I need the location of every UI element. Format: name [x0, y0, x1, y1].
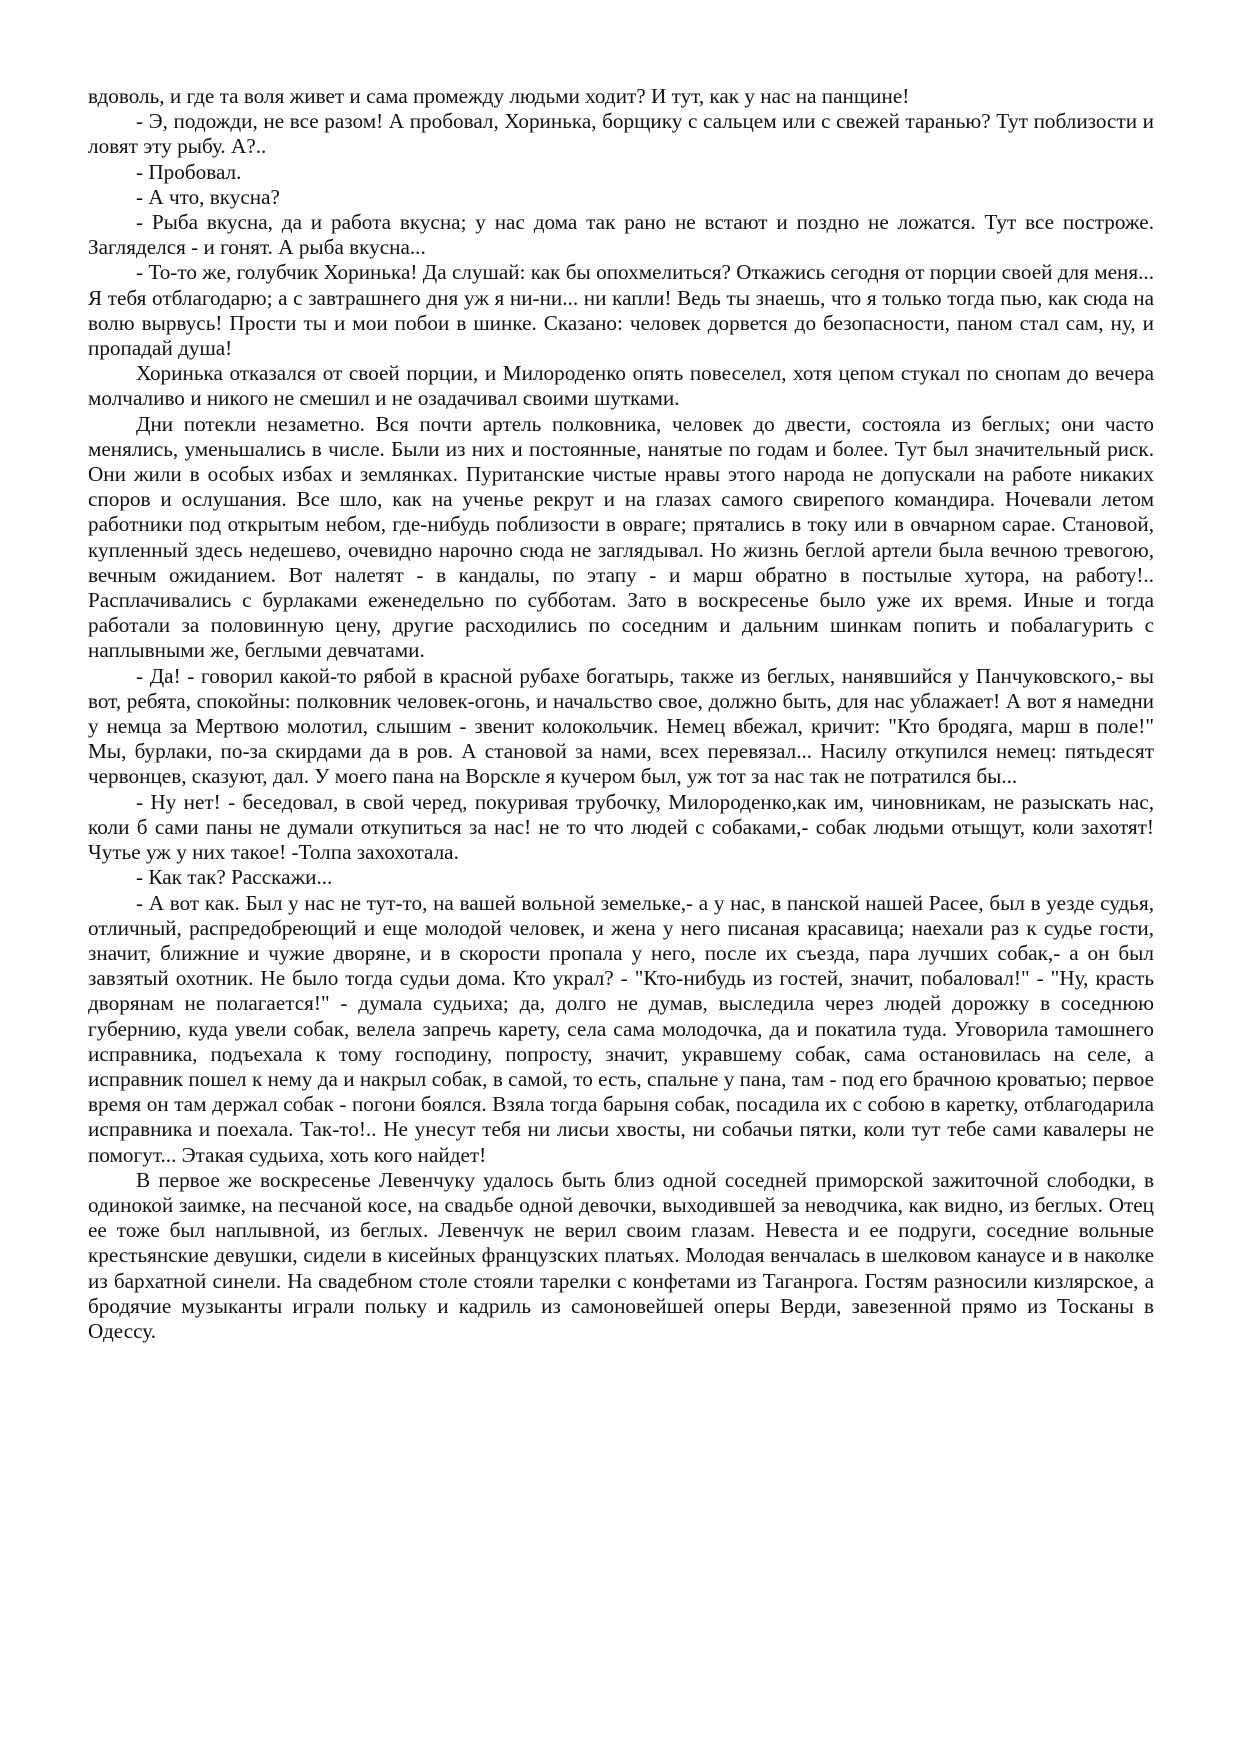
paragraph: - Пробовал.: [136, 159, 242, 184]
paragraph: - А вот как. Был у нас не тут-то, на вашей вольной земельке,- а у нас, в панской нашей Расее, был в уезде судья, отличный, распредобреющий и еще молодой человек, и жена у него писаная красавица; наехали раз к судье гости, значит, ближние и чужие дворяне, и в скорости пропала у него, после их съезда, пара лучших собак,- а он был завзятый охотник. Не было тогда судьи дома. Кто украл? - "Кто-нибудь из гостей, значит, побаловал!" - "Ну, красть дворянам не полагается!" - думала судьиха; да, долго не думав, выследила через людей дорожку в соседнюю губернию, куда увели собак, велела запречь карету, села сама молодочка, да и покатила туда. Уговорила тамошнего исправника, подъехала к тому господину, попросту, значит, укравшему собак, сама остановилась на селе, а исправник пошел к нему да и накрыл собак, в самой, то есть, спальне у пана, там - под его брачною кроватью; первое время он там держал собак - погони боялся. Взяла тогда барыня собак, посадила их с собою в каретку, отблагодарила исправника и поехала. Так-то!.. Не унесут тебя ни лисьи хвосты, ни собачьи пятки, коли тут тебе сами кавалеры не помогут... Этакая судьиха, хоть кого найдет!: [88, 890, 1154, 1167]
page-text: [88, 84, 1154, 1344]
paragraph: вдоволь, и где та воля живет и сама промежду людьми ходит? И тут, как у нас на панщине!: [88, 84, 910, 108]
paragraph: Хоринька отказался от своей порции, и Милороденко опять повеселел, хотя цепом стукал по снопам до вечера молчаливо и никого не смешил и не озадачивал своими шутками.: [88, 361, 1154, 411]
paragraph: - Ну нет! - беседовал, в свой черед, покуривая трубочку, Милороденко,как им, чиновникам, не разыскать нас, коли б сами паны не думали откупиться за нас! не то что людей с собаками,- собак людьми отыщут, коли захотят! Чутье уж у них такое! -Толпа захохотала.: [88, 789, 1154, 865]
paragraph: В первое же воскресенье Левенчуку удалось быть близ одной соседней приморской зажиточной слободки, в одинокой заимке, на песчаной косе, на свадьбе одной девочки, выходившей за неводчика, как видно, из беглых. Отец ее тоже был наплывной, из беглых. Левенчук не верил своим глазам. Невеста и ее подруги, соседние вольные крестьянские девушки, сидели в кисейных французских платьях. Молодая венчалась в шелковом канаусе и в наколке из бархатной синели. На свадебном столе стояли тарелки с конфетами из Таганрога. Гостям разносили кизлярское, а бродячие музыканты играли польку и кадриль из самоновейшей оперы Верди, завезенной прямо из Тосканы в Одессу.: [88, 1167, 1154, 1343]
paragraph: Дни потекли незаметно. Вся почти артель полковника, человек до двести, состояла из беглых; они часто менялись, уменьшались в числе. Были из них и постоянные, нанятые по годам и более. Тут был значительный риск. Они жили в особых избах и землянках. Пуританские чистые нравы этого народа не допускали на работе никаких споров и ослушания. Все шло, как на ученье рекрут и на глазах самого свирепого командира. Ночевали летом работники под открытым небом, где-нибудь поблизости в овраге; прятались в току или в овчарном сарае. Становой, купленный здесь недешево, очевидно нарочно сюда не заглядывал. Но жизнь беглой артели была вечною тревогою, вечным ожиданием. Вот налетят - в кандалы, по этапу - и марш обратно в постылые хутора, на работу!.. Расплачивались с бурлаками еженедельно по субботам. Зато в воскресенье было уже их время. Иные и тогда работали за половинную цену, другие расходились по соседним и дальним шинкам попить и побалагурить с наплывными же, беглыми девчатами.: [88, 411, 1154, 663]
paragraph: - То-то же, голубчик Хоринька! Да слушай: как бы опохмелиться? Откажись сегодня от порции своей для меня... Я тебя отблагодарю; а с завтрашнего дня уж я ни-ни... ни капли! Ведь ты знаешь, что я только тогда пью, как сюда на волю вырвусь! Прости ты и мои побои в шинке. Сказано: человек дорвется до безопасности, паном стал сам, ну, и пропадай душа!: [88, 260, 1154, 361]
paragraph: - А что, вкусна?: [136, 184, 280, 209]
paragraph: - Как так? Расскажи...: [136, 865, 333, 890]
paragraph: - Э, подожди, не все разом! А пробовал, Хоринька, борщику с сальцем или с свежей таранью? Тут поблизости и ловят эту рыбу. А?..: [88, 109, 1154, 159]
paragraph: - Рыба вкусна, да и работа вкусна; у нас дома так рано не встают и поздно не ложатся. Тут все построже. Загляделся - и гонят. А рыба вкусна...: [88, 210, 1154, 260]
paragraph: - Да! - говорил какой-то рябой в красной рубахе богатырь, также из беглых, нанявшийся у Панчуковского,- вы вот, ребята, спокойны: полковник человек-огонь, и начальство свое, должно быть, для нас ублажает! А вот я намедни у немца за Мертвою молотил, слышим - звенит колокольчик. Немец вбежал, кричит: "Кто бродяга, марш в поле!" Мы, бурлаки, по-за скирдами да в ров. А становой за нами, всех перевязал... Насилу откупился немец: пятьдесят червонцев, сказуют, дал. У моего пана на Ворскле я кучером был, уж тот за нас так не потратился бы...: [88, 663, 1154, 789]
